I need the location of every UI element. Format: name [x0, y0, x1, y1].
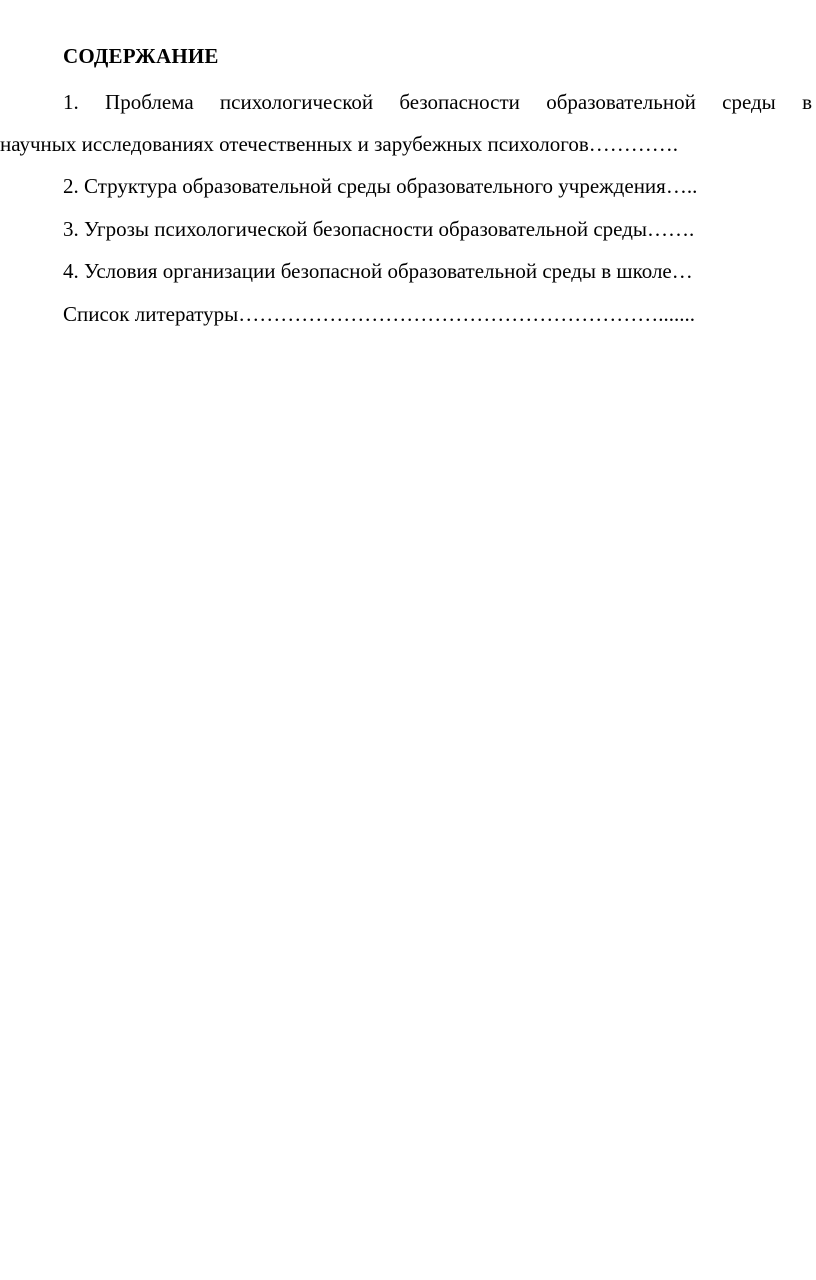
toc-item-1-line-1: 1. Проблема психологической безопасности образовательной среды в [63, 90, 812, 114]
toc-item-4: 4. Условия организации безопасной образовательной среды в школе… [63, 259, 693, 283]
toc-item-3: 3. Угрозы психологической безопасности образовательной среды……. [63, 217, 695, 241]
toc-item-2: 2. Структура образовательной среды образовательного учреждения….. [63, 174, 698, 198]
toc-item-references: Список литературы……………………………………………………....... [63, 302, 696, 326]
page-title: СОДЕРЖАНИЕ [63, 44, 219, 68]
toc-item-1-line-2: научных исследованиях отечественных и зарубежных психологов…………. [0, 132, 678, 156]
